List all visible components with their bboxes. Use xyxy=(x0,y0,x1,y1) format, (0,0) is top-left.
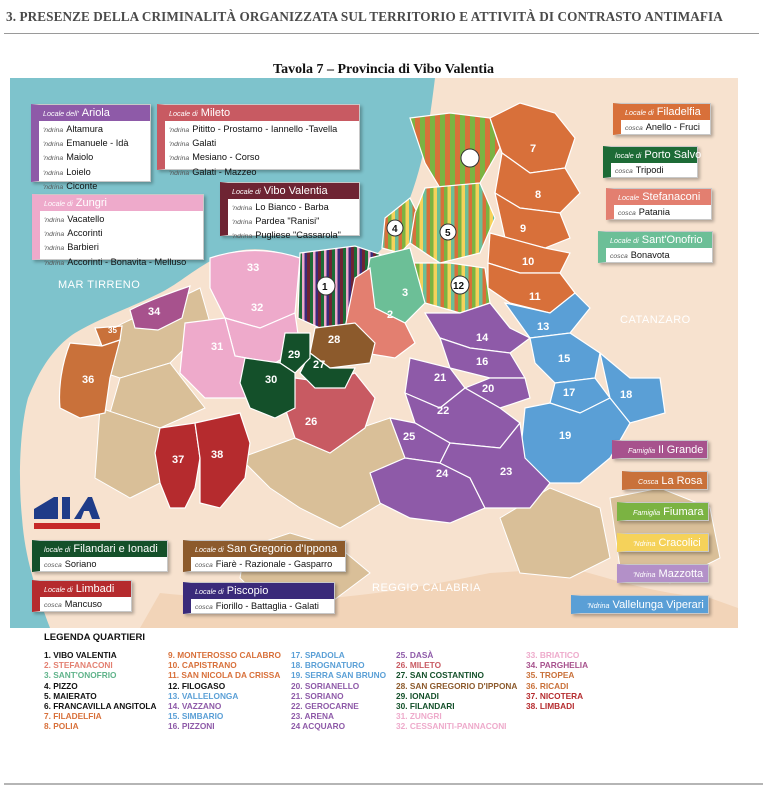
legend-column-4 xyxy=(396,650,517,732)
legend-item: 16. PIZZONI xyxy=(168,721,215,732)
legend-item: 18. BROGNATURO xyxy=(291,660,365,671)
region-number-9: 9 xyxy=(520,223,527,235)
region-number-27: 27 xyxy=(313,359,326,371)
legend-item: 10. CAPISTRANO xyxy=(168,660,237,671)
locale-header: Locale di San Gregorio d'Ippona xyxy=(191,541,345,557)
region-number-16: 16 xyxy=(476,356,489,368)
region-number-20: 20 xyxy=(482,383,495,395)
region-number-5: 5 xyxy=(445,228,451,239)
region-number-12: 12 xyxy=(453,281,465,292)
legend-item: 21. SORIANO xyxy=(291,690,344,701)
page-header xyxy=(4,6,759,34)
locale-header: Locale di Mileto xyxy=(165,105,359,121)
region-number-29: 29 xyxy=(288,349,301,361)
region-number-24: 24 xyxy=(436,468,449,480)
locale-box-vibo: Locale di Vibo Valentia 'ndrina Lo Bianco - Barba 'ndrina Pardea "Ranisi" 'ndrina Pugliese "Cassarola" xyxy=(220,182,360,236)
legend-item: 37. NICOTERA xyxy=(526,690,584,701)
legend-column-1 xyxy=(44,650,156,732)
legend-item: 34. PARGHELIA xyxy=(526,660,589,671)
region-number-34: 34 xyxy=(148,306,161,318)
legend-item: 27. SAN COSTANTINO xyxy=(396,670,484,681)
region-number-8: 8 xyxy=(535,189,542,201)
locale-box-santonofrio: Locale di Sant'Onofrio cosca Bonavota xyxy=(598,231,713,263)
legend-item: 7. FILADELFIA xyxy=(44,711,102,722)
region-number-38: 38 xyxy=(211,449,224,461)
locale-header: Locale di Sant'Onofrio xyxy=(606,232,712,248)
legend-item: 35. TROPEA xyxy=(526,670,575,681)
region-number-10: 10 xyxy=(522,256,535,268)
legend-item: 23. ARENA xyxy=(291,711,335,722)
region-number-11: 11 xyxy=(529,291,541,303)
region-number-18: 18 xyxy=(620,389,633,401)
region-number-36: 36 xyxy=(82,374,95,386)
locale-header: locale di Filandari e Ionadi xyxy=(40,541,167,557)
locale-header: Locale di Vibo Valentia xyxy=(228,183,359,199)
region-number-1: 1 xyxy=(322,282,328,293)
legend-item: 14. VAZZANO xyxy=(168,701,222,712)
region-number-17: 17 xyxy=(563,387,576,399)
legend-item: 29. IONADI xyxy=(396,690,439,701)
family-box-cracolici: 'Ndrina Cracolici xyxy=(617,533,709,552)
region-number-31: 31 xyxy=(211,341,224,353)
sea-label: MAR TIRRENO xyxy=(58,279,141,291)
legend-item: 36. RICADI xyxy=(526,680,569,691)
locale-box-filandari: locale di Filandari e Ionadi cosca Soriano xyxy=(32,540,168,572)
region-number-3: 3 xyxy=(402,287,409,299)
legend-item: 3. SANT'ONOFRIO xyxy=(44,670,117,681)
locale-header: Locale di Limbadi xyxy=(40,581,131,597)
locale-box-san-gregorio: Locale di San Gregorio d'Ippona cosca Fiarè - Razionale - Gasparro xyxy=(183,540,346,572)
locale-header: Locale Stefanaconi xyxy=(614,189,711,205)
legend-item: 30. FILANDARI xyxy=(396,701,455,712)
locale-box-porto-salvo: locale di Porto Salvo cosca Tripodi xyxy=(603,146,698,178)
legend-item: 20. SORIANELLO xyxy=(291,680,360,691)
locale-header: locale di Porto Salvo xyxy=(611,147,697,163)
legend-item: 33. BRIATICO xyxy=(526,650,580,660)
region-number-26: 26 xyxy=(305,416,318,428)
locale-box-ariola: Locale dell' Ariola 'ndrina Altamura 'ndrina Emanuele - Idà 'ndrina Maiolo 'ndrina Loielo 'ndrina Ciconte xyxy=(31,104,151,182)
legend-item: 22. GEROCARNE xyxy=(291,701,359,712)
family-box-la-rosa: Cosca La Rosa xyxy=(622,471,708,490)
region-number-4: 4 xyxy=(392,224,398,235)
section-title: 3. PRESENZE DELLA CRIMINALITÀ ORGANIZZATA SUL TERRITORIO E ATTIVITÀ DI CONTRASTO ANTIMAFIA xyxy=(6,9,723,24)
legend-item: 26. MILETO xyxy=(396,660,442,671)
legend-item: 19. SERRA SAN BRUNO xyxy=(291,670,387,681)
family-box-vallelunga: 'Ndrina Vallelunga Viperari xyxy=(571,595,709,614)
legend-item: 28. SAN GREGORIO D'IPPONA xyxy=(396,680,518,691)
legend-item: 11. SAN NICOLA DA CRISSA xyxy=(168,670,281,681)
region-number-21: 21 xyxy=(434,372,447,384)
region-number-28: 28 xyxy=(328,334,341,346)
legend-column-2 xyxy=(168,650,281,732)
region-number-23: 23 xyxy=(500,466,513,478)
locale-box-filadelfia: Locale di Filadelfia cosca Anello - Fruci xyxy=(613,103,711,135)
region-number-35: 35 xyxy=(108,326,117,335)
locale-box-zungri: Locale di Zungri 'ndrina Vacatello 'ndrina Accorinti 'ndrina Barbieri 'ndrina Accorinti - Bonavita - Melluso xyxy=(32,194,204,260)
legend-item: 32. CESSANITI-PANNACONI xyxy=(396,721,507,732)
legend xyxy=(38,632,738,742)
legend-item: 4. PIZZO xyxy=(44,680,78,691)
region-number-2: 2 xyxy=(387,309,394,321)
legend-item: 2. STEFANACONI xyxy=(44,660,113,671)
region-number-14: 14 xyxy=(476,332,489,344)
locale-header: Locale di Zungri xyxy=(40,195,203,211)
locale-box-limbadi: Locale di Limbadi cosca Mancuso xyxy=(32,580,132,612)
locale-box-mileto: Locale di Mileto 'ndrina Pititto - Prostamo - Iannello -Tavella 'ndrina Galati 'ndrina Mesiano - Corso 'ndrina Galati - Mazzeo xyxy=(157,104,360,170)
region-number-22: 22 xyxy=(437,405,450,417)
legend-item: 25. DASÀ xyxy=(396,650,434,660)
dia-logo xyxy=(32,495,102,533)
neighbor-south-label: REGGIO CALABRIA xyxy=(372,582,481,594)
legend-item: 17. SPADOLA xyxy=(291,650,345,660)
legend-column-5 xyxy=(526,650,588,711)
region-number-33: 33 xyxy=(247,262,260,274)
legend-item: 31. ZUNGRI xyxy=(396,711,442,722)
map-title: Tavola 7 – Provincia di Vibo Valentia xyxy=(273,62,494,77)
region-number-13: 13 xyxy=(537,321,550,333)
legend-item: 12. FILOGASO xyxy=(168,680,226,691)
region-number-25: 25 xyxy=(403,431,416,443)
region-number-30: 30 xyxy=(265,374,278,386)
locale-header: Locale di Piscopio xyxy=(191,583,334,599)
locale-header: Locale di Filadelfia xyxy=(621,104,710,120)
family-box-fiumara: Famiglia Fiumara xyxy=(617,502,709,521)
legend-item: 9. MONTEROSSO CALABRO xyxy=(168,650,281,660)
legend-item: 13. VALLELONGA xyxy=(168,690,239,701)
family-box-mazzotta: 'Ndrina Mazzotta xyxy=(617,564,709,583)
legend-item: 1. VIBO VALENTIA xyxy=(44,650,117,660)
legend-title: LEGENDA QUARTIERI xyxy=(44,632,145,643)
locale-box-stefanaconi: Locale Stefanaconi cosca Patania xyxy=(606,188,712,220)
neighbor-east-label: CATANZARO xyxy=(620,314,691,326)
legend-item: 38. LIMBADI xyxy=(526,701,575,712)
legend-item: 24 ACQUARO xyxy=(291,721,346,732)
region-number-15: 15 xyxy=(558,353,571,365)
region-number-32: 32 xyxy=(251,302,264,314)
legend-item: 8. POLIA xyxy=(44,721,79,732)
legend-column-3 xyxy=(291,650,386,732)
locale-header: Locale dell' Ariola xyxy=(39,105,150,121)
region-number-37: 37 xyxy=(172,454,185,466)
footer-rule xyxy=(4,783,763,785)
locale-box-piscopio: Locale di Piscopio cosca Fiorillo - Battaglia - Galati xyxy=(183,582,335,614)
legend-item: 15. SIMBARIO xyxy=(168,711,224,722)
legend-item: 5. MAIERATO xyxy=(44,690,97,701)
region-number-7: 7 xyxy=(530,143,537,155)
family-box-il-grande: Famiglia Il Grande xyxy=(612,440,708,459)
region-number-19: 19 xyxy=(559,430,572,442)
legend-item: 6. FRANCAVILLA ANGITOLA xyxy=(44,701,157,712)
